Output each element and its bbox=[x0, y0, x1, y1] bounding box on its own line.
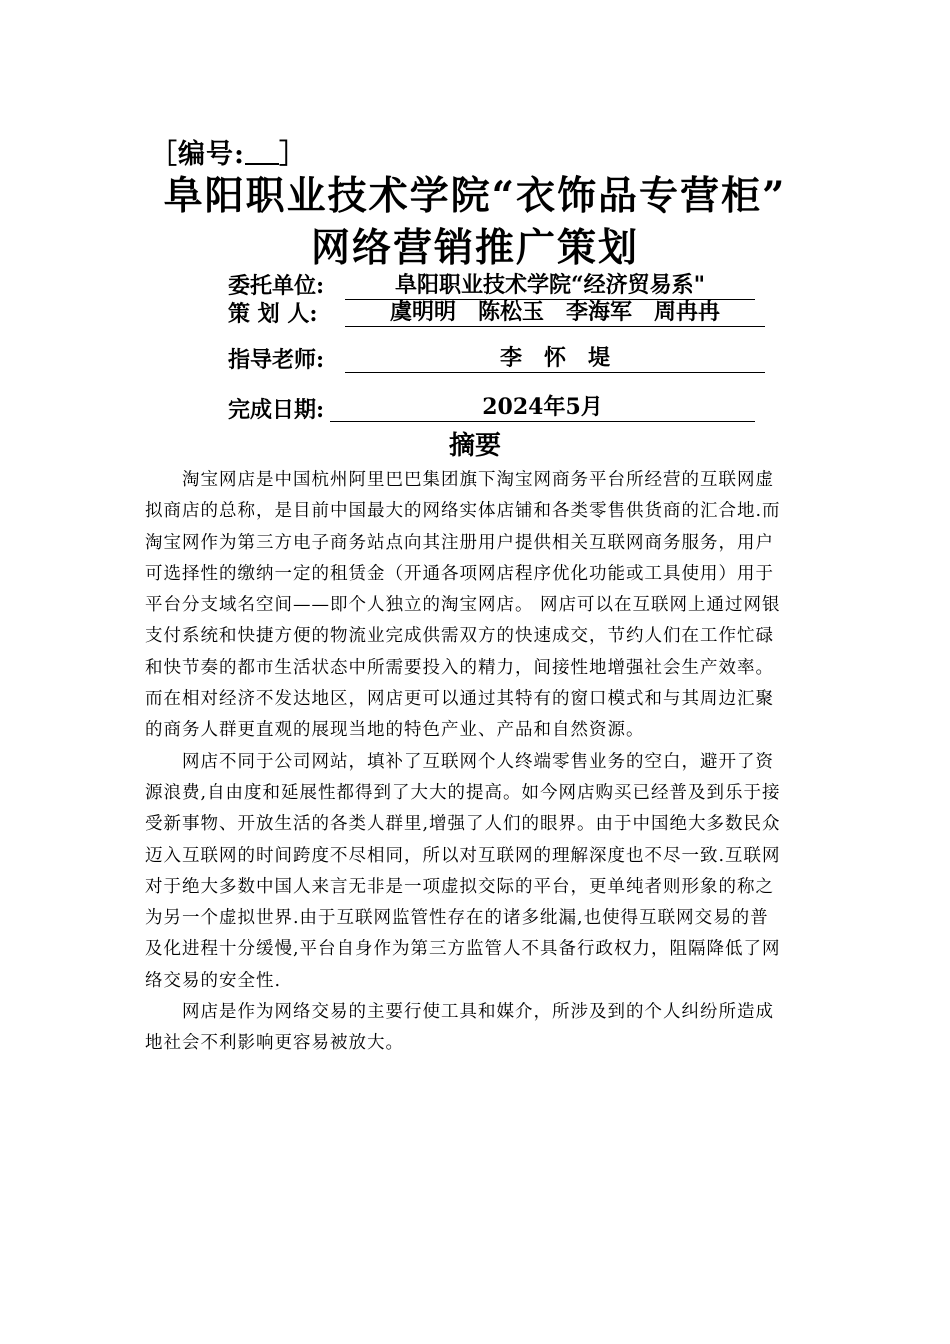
abstract-line: 的商务人群更直观的展现当地的特色产业、产品和自然资源。 bbox=[145, 720, 645, 741]
abstract-line: 对于绝大多数中国人来言无非是一项虚拟交际的平台，更单纯者则形象的称之 bbox=[145, 876, 774, 897]
serial-blank bbox=[245, 139, 279, 165]
abstract-line: 拟商店的总称，是目前中国最大的网络实体店铺和各类零售供货商的汇合地.而 bbox=[145, 501, 781, 522]
abstract-line: 和快节奏的都市生活状态中所需要投入的精力，间接性地增强社会生产效率。 bbox=[145, 657, 774, 678]
abstract-line: 网店是作为网络交易的主要行使工具和媒介，所涉及到的个人纠纷所造成 bbox=[145, 1002, 774, 1023]
abstract-line: 及化进程十分缓慢,平台自身作为第三方监管人不具备行政权力，阻隔降低了网 bbox=[145, 939, 781, 960]
date-label: 完成日期: bbox=[228, 397, 325, 423]
document-title-line2: 网络营销推广策划 bbox=[310, 225, 639, 271]
abstract-heading: 摘要 bbox=[448, 431, 501, 461]
client-value: 阜阳职业技术学院“经济贸易系" bbox=[345, 271, 755, 300]
serial-label: ［编号: bbox=[150, 139, 245, 170]
abstract-line: 可选择性的缴纳一定的租赁金（开通各项网店程序优化功能或工具使用）用于 bbox=[145, 563, 774, 584]
abstract-line: 源浪费,自由度和延展性都得到了大大的提高。如今网店购买已经普及到乐于接 bbox=[145, 782, 781, 803]
planner-label: 策 划 人: bbox=[228, 301, 318, 327]
abstract-line: 络交易的安全性. bbox=[145, 970, 282, 991]
abstract-body bbox=[145, 465, 805, 1060]
serial-close: ］ bbox=[278, 139, 307, 170]
abstract-line: 网店不同于公司网站，填补了互联网个人终端零售业务的空白，避开了资 bbox=[145, 751, 774, 772]
document-title-line1: 阜阳职业技术学院“衣饰品专营柜” bbox=[163, 173, 787, 219]
advisor-label: 指导老师: bbox=[228, 347, 325, 373]
abstract-line: 为另一个虚拟世界.由于互联网监管性存在的诸多纰漏,也使得互联网交易的普 bbox=[145, 908, 769, 929]
abstract-line: 而在相对经济不发达地区，网店更可以通过其特有的窗口模式和与其周边汇聚 bbox=[145, 689, 774, 710]
abstract-line: 平台分支域名空间——即个人独立的淘宝网店。 网店可以在互联网上通过网银 bbox=[145, 595, 781, 616]
abstract-line: 淘宝网店是中国杭州阿里巴巴集团旗下淘宝网商务平台所经营的互联网虚 bbox=[145, 470, 774, 490]
client-label: 委托单位: bbox=[228, 273, 325, 299]
advisor-value: 李 怀 堤 bbox=[345, 344, 765, 373]
date-value: 2024年5月 bbox=[330, 393, 755, 422]
abstract-line: 地社会不利影响更容易被放大。 bbox=[145, 1033, 404, 1054]
abstract-line: 迈入互联网的时间跨度不尽相同，所以对互联网的理解深度也不尽一致.互联网 bbox=[145, 845, 781, 866]
planner-value: 虞明明 陈松玉 李海军 周冉冉 bbox=[345, 298, 765, 327]
abstract-line: 受新事物、开放生活的各类人群里,增强了人们的眼界。由于中国绝大多数民众 bbox=[145, 814, 781, 835]
serial-number bbox=[150, 132, 307, 171]
abstract-line: 淘宝网作为第三方电子商务站点向其注册用户提供相关互联网商务服务，用户 bbox=[145, 532, 774, 553]
abstract-line: 支付系统和快捷方便的物流业完成供需双方的快速成交，节约人们在工作忙碌 bbox=[145, 626, 774, 647]
